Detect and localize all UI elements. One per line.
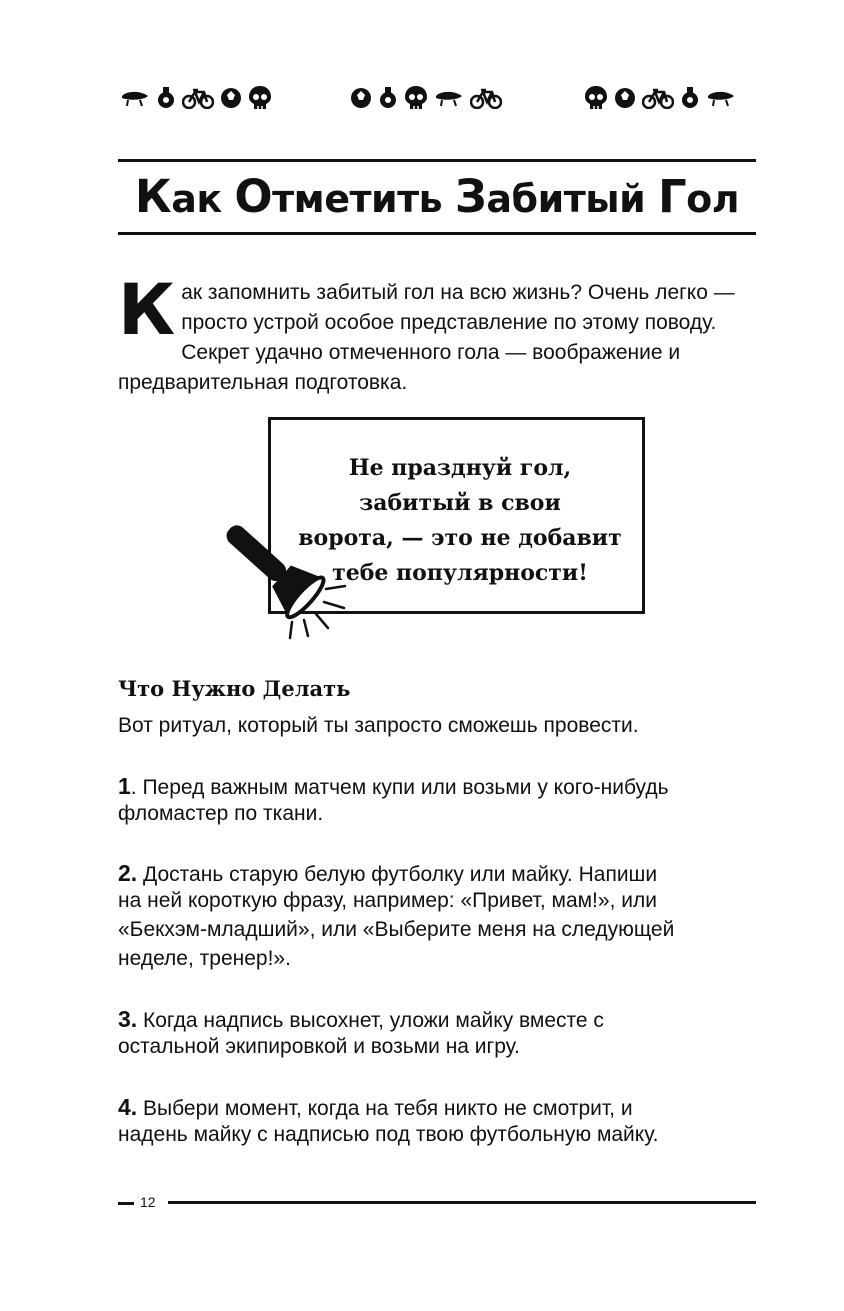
drop-cap: К xyxy=(118,269,176,351)
step-1 xyxy=(118,773,778,800)
skull-icon xyxy=(404,85,428,111)
flashlight-icon xyxy=(200,510,360,650)
intro-paragraph xyxy=(118,269,756,398)
bicycle-icon xyxy=(642,87,674,109)
footer-dash xyxy=(118,1202,134,1205)
header-icons-middle xyxy=(350,84,502,112)
step-2-line: «Бекхэм-младший», или «Выберите меня на следующей xyxy=(118,918,675,941)
section-lead: Вот ритуал, который ты запросто сможешь провести. xyxy=(118,714,639,737)
title-cap-4: Г xyxy=(657,170,687,223)
bike-saddle-icon xyxy=(706,88,736,108)
bicycle-icon xyxy=(470,87,502,109)
title-word-3: абитый xyxy=(486,177,646,221)
footer-rule xyxy=(168,1201,756,1204)
page-title xyxy=(118,170,756,223)
skull-icon xyxy=(584,85,608,111)
step-number: 1 xyxy=(118,773,131,799)
step-3 xyxy=(118,1006,778,1033)
callout-line: Не празднуй гол, xyxy=(348,455,572,481)
title-rule-top xyxy=(118,159,756,162)
step-text: Выбери момент, когда на тебя никто не смотрит, и xyxy=(137,1097,633,1120)
step-text: Когда надпись высохнет, уложи майку вместе с xyxy=(137,1009,604,1032)
whistle-icon xyxy=(680,86,700,110)
bicycle-icon xyxy=(182,87,214,109)
step-text: . Перед важным матчем купи или возьми у кого-нибудь xyxy=(130,776,669,799)
ball-icon xyxy=(220,87,242,109)
callout-line: ворота, — это не добавит xyxy=(298,525,622,551)
bike-saddle-icon xyxy=(434,88,464,108)
section-heading: Что Нужно Делать xyxy=(118,676,351,701)
skull-icon xyxy=(248,85,272,111)
page-number: 12 xyxy=(140,1194,156,1210)
step-3-line: остальной экипировкой и возьми на игру. xyxy=(118,1035,520,1058)
title-cap-2: О xyxy=(234,170,273,223)
bike-saddle-icon xyxy=(120,88,150,108)
intro-text: ак запомнить забитый гол на всю жизнь? Очень легко — просто устрой особое представление по этому поводу. Секрет удачно отмеченного гола — воображение и предварительная подготовка. xyxy=(118,281,735,394)
header-icons-left xyxy=(120,84,272,112)
step-2-line: неделе, тренер!». xyxy=(118,947,291,970)
step-2 xyxy=(118,860,778,887)
title-cap-3: З xyxy=(454,170,487,223)
step-number: 2. xyxy=(118,860,138,886)
ball-icon xyxy=(614,87,636,109)
title-word-4: ол xyxy=(686,177,740,221)
step-1-line: фломастер по ткани. xyxy=(118,802,324,825)
callout-line: забитый в свои xyxy=(359,490,561,516)
title-cap-1: К xyxy=(134,170,172,223)
step-4 xyxy=(118,1094,778,1121)
step-2-line: на ней короткую фразу, например: «Привет, мам!», или xyxy=(118,889,657,912)
step-text: Достань старую белую футболку или майку. Напиши xyxy=(137,863,658,886)
step-number: 4. xyxy=(118,1094,138,1120)
title-word-1: ак xyxy=(171,177,222,221)
ball-icon xyxy=(350,87,372,109)
step-number: 3. xyxy=(118,1006,138,1032)
whistle-icon xyxy=(378,86,398,110)
header-icons-right xyxy=(584,84,736,112)
step-4-line: надень майку с надписью под твою футбольную майку. xyxy=(118,1123,659,1146)
callout-line: тебе популярности! xyxy=(332,560,588,586)
whistle-icon xyxy=(156,86,176,110)
title-word-2: тметить xyxy=(272,177,443,221)
title-rule-bottom xyxy=(118,232,756,235)
